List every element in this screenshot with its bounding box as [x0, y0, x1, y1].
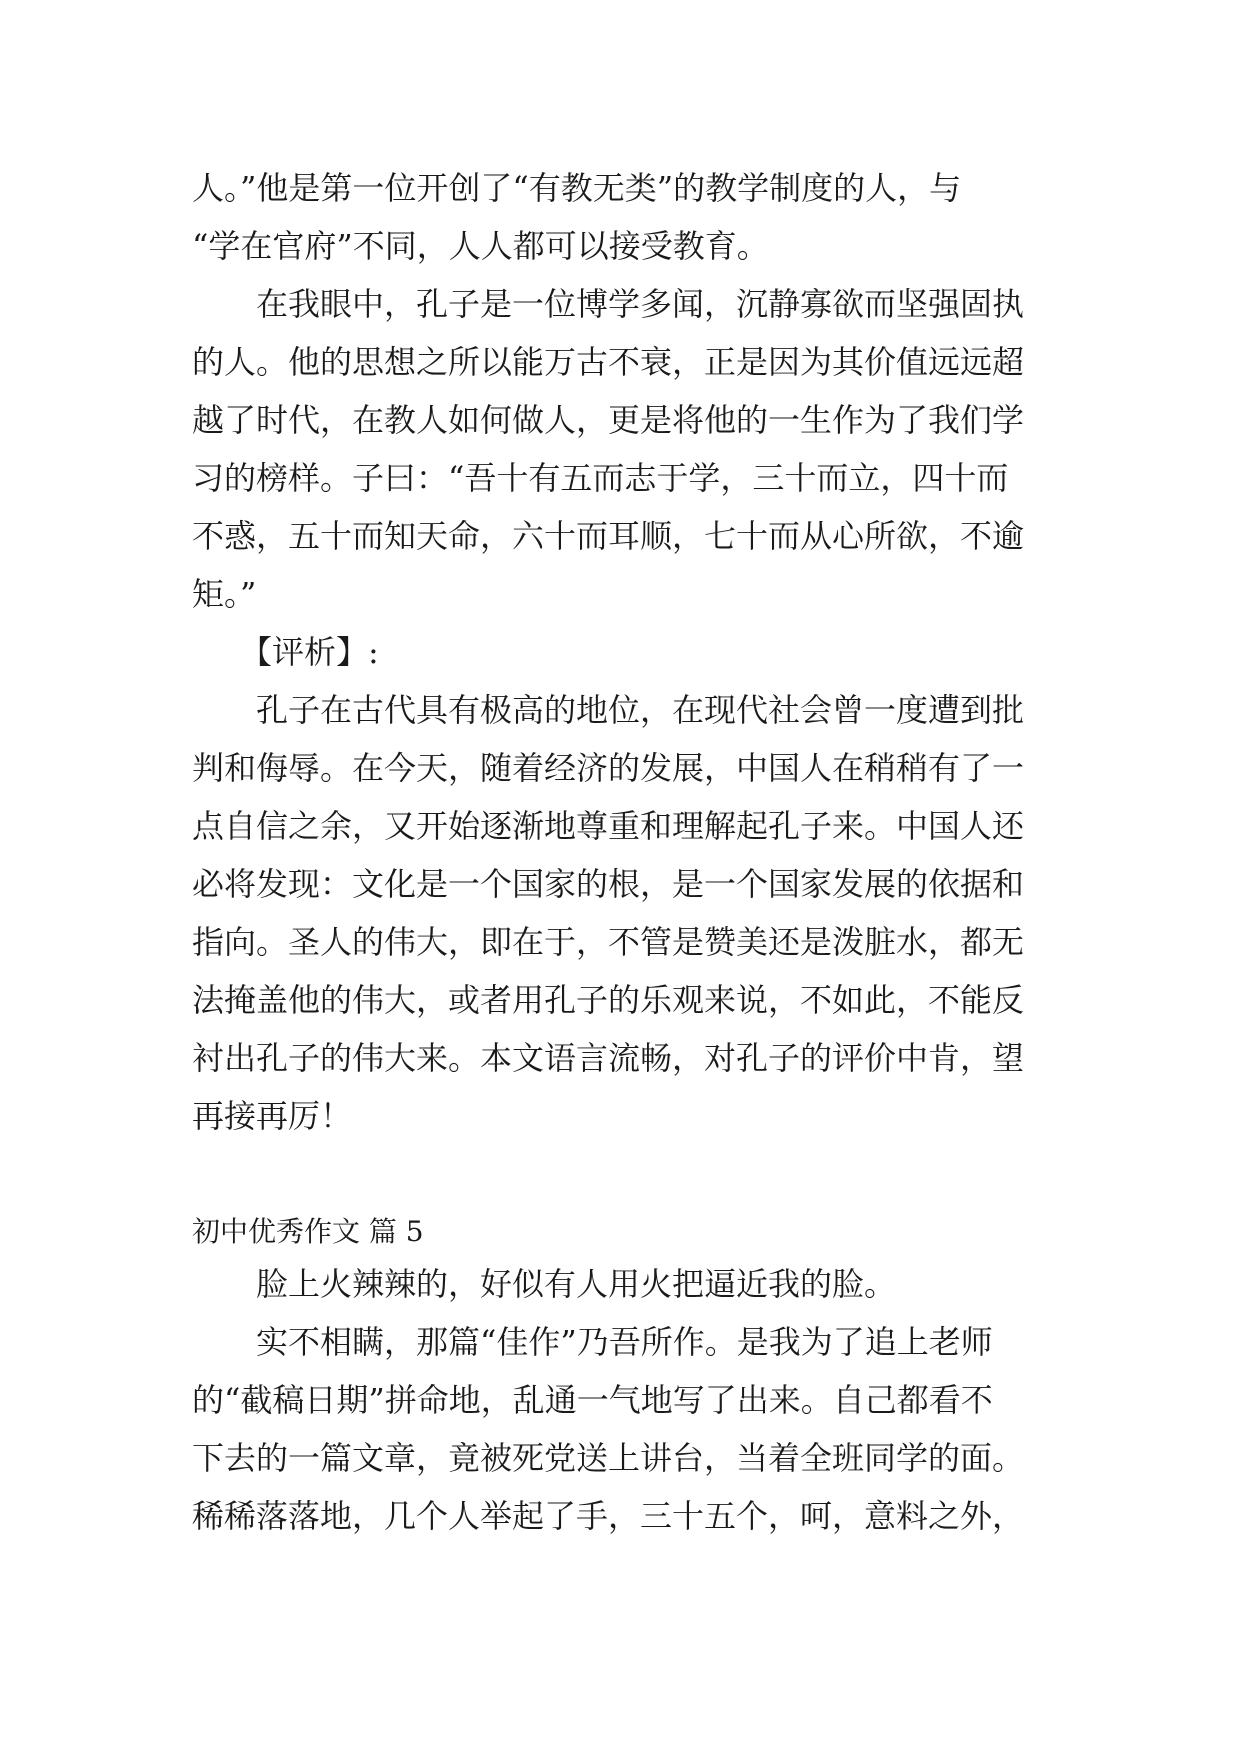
text-line: 习的榜样。子曰：“吾十有五而志于学，三十而立，四十而 [192, 459, 1009, 497]
text-line: 必将发现：文化是一个国家的根，是一个国家发展的依据和 [192, 865, 1025, 903]
text-line: 实不相瞒，那篇“佳作”乃吾所作。是我为了追上老师 [256, 1323, 993, 1361]
text-line: 法掩盖他的伟大，或者用孔子的乐观来说，不如此，不能反 [192, 981, 1025, 1019]
text-line: 的人。他的思想之所以能万古不衰，正是因为其价值远远超 [192, 343, 1025, 381]
text-line: 衬出孔子的伟大来。本文语言流畅，对孔子的评价中肯，望 [192, 1039, 1025, 1077]
text-line: 不惑，五十而知天命，六十而耳顺，七十而从心所欲，不逾 [192, 517, 1025, 555]
text-line: 矩。” [192, 575, 257, 613]
text-line: 再接再厉！ [192, 1097, 353, 1135]
review-label: 【评析】: [240, 633, 379, 671]
text-line: 的“截稿日期”拼命地，乱通一气地写了出来。自己都看不 [192, 1381, 993, 1419]
text-line: 下去的一篇文章，竟被死党送上讲台，当着全班同学的面。 [192, 1439, 1025, 1477]
text-line: 脸上火辣辣的，好似有人用火把逼近我的脸。 [256, 1265, 897, 1303]
text-line: 指向。圣人的伟大，即在于，不管是赞美还是泼脏水，都无 [192, 923, 1025, 961]
text-line: 在我眼中，孔子是一位博学多闻，沉静寡欲而坚强固执 [256, 285, 1025, 323]
text-line: “学在官府”不同，人人都可以接受教育。 [192, 227, 769, 265]
section-title: 初中优秀作文 篇 5 [192, 1215, 424, 1248]
text-line: 判和侮辱。在今天，随着经济的发展，中国人在稍稍有了一 [192, 749, 1025, 787]
text-line: 孔子在古代具有极高的地位，在现代社会曾一度遭到批 [256, 691, 1025, 729]
text-line: 人。”他是第一位开创了“有教无类”的教学制度的人，与 [192, 169, 962, 207]
text-line: 稀稀落落地，几个人举起了手，三十五个，呵，意料之外， [192, 1497, 1025, 1535]
text-line: 越了时代，在教人如何做人，更是将他的一生作为了我们学 [192, 401, 1025, 439]
text-line: 点自信之余，又开始逐渐地尊重和理解起孔子来。中国人还 [192, 807, 1025, 845]
